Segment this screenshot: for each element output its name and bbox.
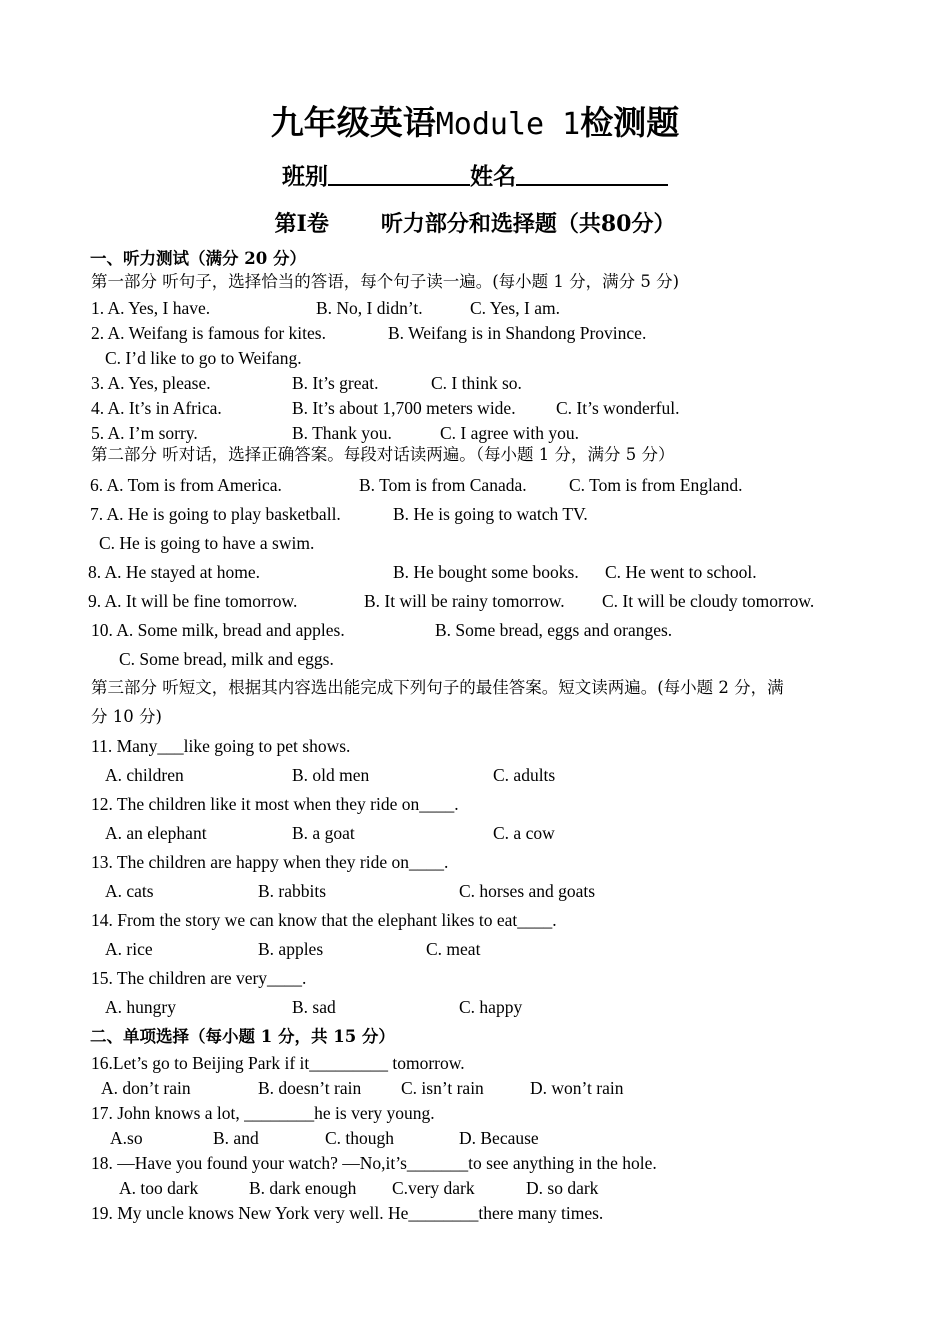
question-item: 18. —Have you found your watch? —No,it’s_______to see anything in the hole. bbox=[91, 1153, 657, 1173]
answer-option: B. doesn’t rain bbox=[258, 1078, 362, 1098]
question-item: 16.Let’s go to Beijing Park if it_________ tomorrow. bbox=[91, 1053, 465, 1073]
question-item: 1. A. Yes, I have. bbox=[91, 298, 211, 318]
answer-option: B. He is going to watch TV. bbox=[393, 504, 588, 524]
question-item: 8. A. He stayed at home. bbox=[88, 562, 261, 582]
question-item: 15. The children are very____. bbox=[91, 968, 307, 988]
answer-option: C. I’d like to go to Weifang. bbox=[105, 348, 302, 368]
answer-option: C. He is going to have a swim. bbox=[99, 533, 315, 553]
answer-option: B. apples bbox=[258, 939, 324, 959]
part-instruction: 第三部分 听短文，根据其内容选出能完成下列句子的最佳答案。短文读两遍。(每小题 2 分，满 bbox=[91, 678, 784, 697]
question-item: 10. A. Some milk, bread and apples. bbox=[91, 620, 345, 640]
section-heading-listening: 一、听力测试（满分 20 分） bbox=[90, 249, 306, 268]
answer-option: A. cats bbox=[105, 881, 154, 901]
answer-option: C. Tom is from England. bbox=[569, 475, 743, 495]
answer-option: C. happy bbox=[459, 997, 523, 1017]
question-item: 19. My uncle knows New York very well. He________there many times. bbox=[91, 1203, 604, 1223]
question-item: 9. A. It will be fine tomorrow. bbox=[88, 591, 298, 611]
answer-option: C. meat bbox=[426, 939, 481, 959]
question-item: 2. A. Weifang is famous for kites. bbox=[91, 323, 326, 343]
answer-option: B. He bought some books. bbox=[393, 562, 579, 582]
question-item: 4. A. It’s in Africa. bbox=[91, 398, 222, 418]
answer-option: B. and bbox=[213, 1128, 259, 1148]
name-label: 姓名 bbox=[470, 163, 516, 190]
question-item: 12. The children like it most when they ride on____. bbox=[91, 794, 459, 814]
answer-option: C. though bbox=[325, 1128, 395, 1148]
class-label: 班别 bbox=[282, 163, 328, 190]
answer-option: D. Because bbox=[459, 1128, 539, 1148]
answer-option: A. children bbox=[105, 765, 184, 785]
part-instruction-cont: 分 10 分) bbox=[91, 707, 162, 726]
name-blank[interactable] bbox=[516, 158, 668, 186]
answer-option: C. horses and goats bbox=[459, 881, 596, 901]
answer-option: B. It’s about 1,700 meters wide. bbox=[292, 398, 516, 418]
answer-option: B. Weifang is in Shandong Province. bbox=[388, 323, 647, 343]
answer-option: C. I agree with you. bbox=[440, 423, 579, 443]
class-blank[interactable] bbox=[328, 158, 470, 186]
answer-option: C. It will be cloudy tomorrow. bbox=[602, 591, 815, 611]
volume-heading: 第I卷 听力部分和选择题（共80分） bbox=[274, 211, 676, 237]
answer-option: A. don’t rain bbox=[101, 1078, 191, 1098]
answer-option: B. rabbits bbox=[258, 881, 327, 901]
answer-option: C. isn’t rain bbox=[401, 1078, 484, 1098]
answer-option: A. hungry bbox=[105, 997, 176, 1017]
question-item: 5. A. I’m sorry. bbox=[91, 423, 198, 443]
question-item: 17. John knows a lot, ________he is very young. bbox=[91, 1103, 435, 1123]
answer-option: C. Some bread, milk and eggs. bbox=[119, 649, 334, 669]
answer-option: C. I think so. bbox=[431, 373, 522, 393]
page-title: 九年级英语Module 1检测题 bbox=[270, 103, 680, 142]
answer-option: D. won’t rain bbox=[530, 1078, 624, 1098]
answer-option: B. Thank you. bbox=[292, 423, 392, 443]
student-info-line bbox=[0, 158, 950, 194]
question-item: 7. A. He is going to play basketball. bbox=[90, 504, 341, 524]
answer-option: B. Tom is from Canada. bbox=[359, 475, 527, 495]
part-instruction: 第二部分 听对话，选择正确答案。每段对话读两遍。（每小题 1 分，满分 5 分） bbox=[91, 445, 675, 464]
answer-option: A. an elephant bbox=[105, 823, 207, 843]
answer-option: A.so bbox=[110, 1128, 143, 1148]
answer-option: B. a goat bbox=[292, 823, 355, 843]
answer-option: A. rice bbox=[105, 939, 153, 959]
answer-option: B. sad bbox=[292, 997, 336, 1017]
question-item: 6. A. Tom is from America. bbox=[90, 475, 282, 495]
answer-option: B. dark enough bbox=[249, 1178, 357, 1198]
answer-option: C. It’s wonderful. bbox=[556, 398, 680, 418]
answer-option: C. a cow bbox=[493, 823, 555, 843]
answer-option: B. It’s great. bbox=[292, 373, 379, 393]
question-item: 14. From the story we can know that the elephant likes to eat____. bbox=[91, 910, 557, 930]
answer-option: B. No, I didn’t. bbox=[316, 298, 423, 318]
answer-option: C. adults bbox=[493, 765, 556, 785]
section-heading-choice: 二、单项选择（每小题 1 分，共 15 分） bbox=[90, 1027, 395, 1046]
question-item: 3. A. Yes, please. bbox=[91, 373, 211, 393]
question-item: 13. The children are happy when they ride on____. bbox=[91, 852, 449, 872]
answer-option: B. It will be rainy tomorrow. bbox=[364, 591, 565, 611]
answer-option: D. so dark bbox=[526, 1178, 599, 1198]
answer-option: B. old men bbox=[292, 765, 370, 785]
answer-option: A. too dark bbox=[119, 1178, 199, 1198]
answer-option: C. He went to school. bbox=[605, 562, 757, 582]
answer-option: B. Some bread, eggs and oranges. bbox=[435, 620, 673, 640]
answer-option: C. Yes, I am. bbox=[470, 298, 560, 318]
part-instruction: 第一部分 听句子，选择恰当的答语，每个句子读一遍。(每小题 1 分，满分 5 分) bbox=[91, 272, 680, 291]
question-item: 11. Many___like going to pet shows. bbox=[91, 736, 351, 756]
answer-option: C.very dark bbox=[392, 1178, 475, 1198]
